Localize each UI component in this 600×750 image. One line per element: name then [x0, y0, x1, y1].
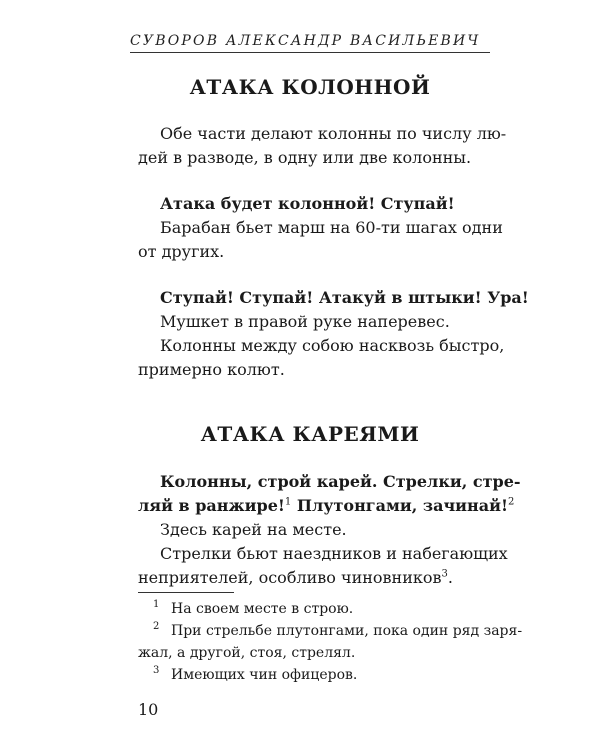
running-head: СУВОРОВ АЛЕКСАНДР ВАСИЛЬЕВИЧ: [130, 33, 481, 49]
footnote-text: При стрельбе плутонгами, пока один ряд заря-: [171, 623, 523, 639]
header-rule: [130, 52, 490, 53]
paragraph-line: дей в разводе, в одну или две колонны.: [138, 148, 472, 167]
command-line: [138, 496, 515, 516]
paragraph-line: примерно колют.: [138, 360, 285, 379]
section-heading-square-attack: АТАКА КАРЕЯМИ: [200, 422, 420, 446]
section-heading-column-attack: АТАКА КОЛОННОЙ: [189, 75, 431, 99]
paragraph-line: от других.: [138, 242, 225, 261]
paragraph-line: Здесь карей на месте.: [160, 520, 347, 539]
footnote-continuation: жал, а другой, стоя, стрелял.: [138, 645, 356, 661]
paragraph-line: Барабан бьет марш на 60-ти шагах одни: [160, 218, 503, 237]
command-line: Атака будет колонной! Ступай!: [160, 194, 455, 213]
footnote-text: На своем месте в строю.: [171, 601, 354, 617]
paragraph-text: .: [447, 568, 453, 587]
footnote-text: Имеющих чин офицеров.: [171, 667, 358, 683]
command-text: Плутонгами, зачинай!: [291, 496, 508, 515]
paragraph-text: неприятелей, особливо чиновников: [138, 568, 442, 587]
footnote: 2 При стрельбе плутонгами, пока один ряд заря-: [153, 621, 523, 639]
page-number: 10: [138, 700, 159, 719]
command-line: Колонны, строй карей. Стрелки, стре-: [160, 472, 521, 491]
footnote-ref: 3: [441, 568, 448, 580]
paragraph-line: Обе части делают колонны по числу лю-: [160, 124, 507, 143]
command-text: ляй в ранжире!: [138, 496, 285, 515]
footnote-ref: 2: [507, 496, 515, 508]
footnote: 1 На своем месте в строю.: [153, 599, 354, 617]
paragraph-line: Колонны между собою насквозь быстро,: [160, 336, 505, 355]
paragraph-line: Стрелки бьют наездников и набегающих: [160, 544, 508, 563]
footnote: 3 Имеющих чин офицеров.: [153, 665, 358, 683]
paragraph-line: [138, 568, 491, 588]
footnote-rule: [138, 592, 234, 593]
command-line: Ступай! Ступай! Атакуй в штыки! Ура!: [160, 288, 529, 307]
paragraph-line: Мушкет в правой руке наперевес.: [160, 312, 450, 331]
footnote-ref: 1: [284, 496, 292, 508]
